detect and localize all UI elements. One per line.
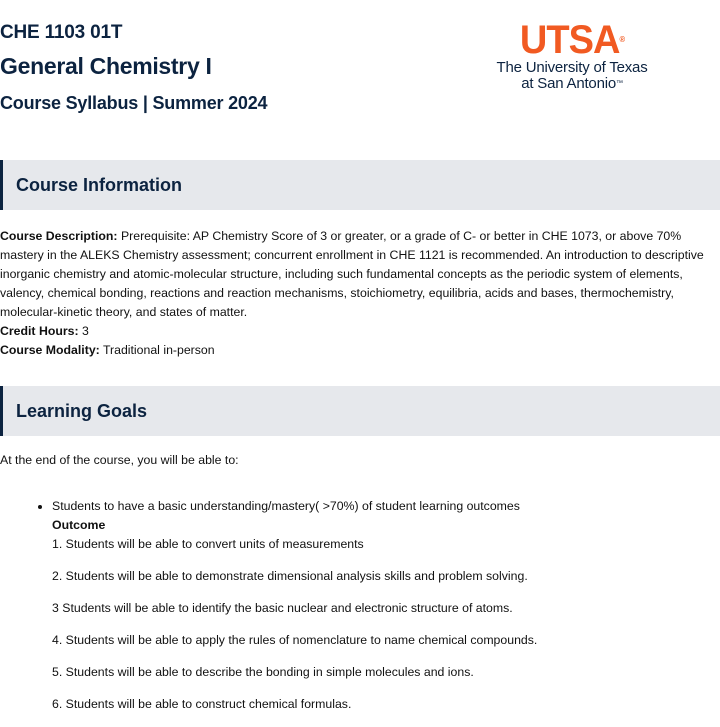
outcome-item: 1. Students will be able to convert units of measurements <box>52 537 364 551</box>
logo-line-1: The University of Texas <box>496 59 648 76</box>
outcome-item: 5. Students will be able to describe the bonding in simple molecules and ions. <box>52 665 474 679</box>
section-heading-course-information <box>0 160 720 210</box>
course-information-body <box>0 227 720 360</box>
logo-line-2: at San Antonio™ <box>521 75 623 92</box>
course-title: General Chemistry I <box>0 53 212 79</box>
course-modality-value: Traditional in-person <box>99 343 215 357</box>
learning-goals-intro: At the end of the course, you will be able to: <box>0 453 239 467</box>
section-heading-text: Course Information <box>16 175 183 195</box>
course-modality <box>0 341 720 360</box>
logo-mark: UTSA® <box>519 18 625 62</box>
course-term: Course Syllabus | Summer 2024 <box>0 93 268 113</box>
goal-text: Students to have a basic understanding/mastery( >70%) of student learning outcomes <box>52 499 520 513</box>
course-description <box>0 227 720 322</box>
outcome-label: Outcome <box>52 518 106 532</box>
learning-goals-list <box>36 497 537 727</box>
course-code: CHE 1103 01T <box>0 22 123 43</box>
section-heading-text: Learning Goals <box>16 401 148 421</box>
course-description-label: Course Description: <box>0 229 118 243</box>
outcome-item: 3 Students will be able to identify the basic nuclear and electronic structure of atoms. <box>52 601 513 615</box>
credit-hours <box>0 322 720 341</box>
course-modality-label: Course Modality: <box>0 343 100 357</box>
credit-hours-label: Credit Hours: <box>0 324 79 338</box>
list-item <box>52 497 537 714</box>
credit-hours-value: 3 <box>78 324 89 338</box>
course-description-text: Prerequisite: AP Chemistry Score of 3 or greater, or a grade of C- or better in CHE 1073, or above 70% mastery in the ALEKS Chemistry assessment; concurrent enrollment in CHE 1121 is recommended. An introduction to descriptive inorganic chemistry and atomic-molecular structure, including such fundamental concepts as the periodic system of elements, valency, chemical bonding, reactions and reaction mechanisms, stoichiometry, equilibria, acids and bases, thermochemistry, molecular-kinetic theory, and states of matter. <box>0 229 704 319</box>
outcome-item: 6. Students will be able to construct chemical formulas. <box>52 697 352 711</box>
outcome-item: 2. Students will be able to demonstrate dimensional analysis skills and problem solving. <box>52 569 528 583</box>
utsa-logo <box>486 20 658 95</box>
section-heading-learning-goals <box>0 386 720 436</box>
syllabus-header <box>0 0 720 130</box>
outcome-item: 4. Students will be able to apply the rules of nomenclature to name chemical compounds. <box>52 633 538 647</box>
